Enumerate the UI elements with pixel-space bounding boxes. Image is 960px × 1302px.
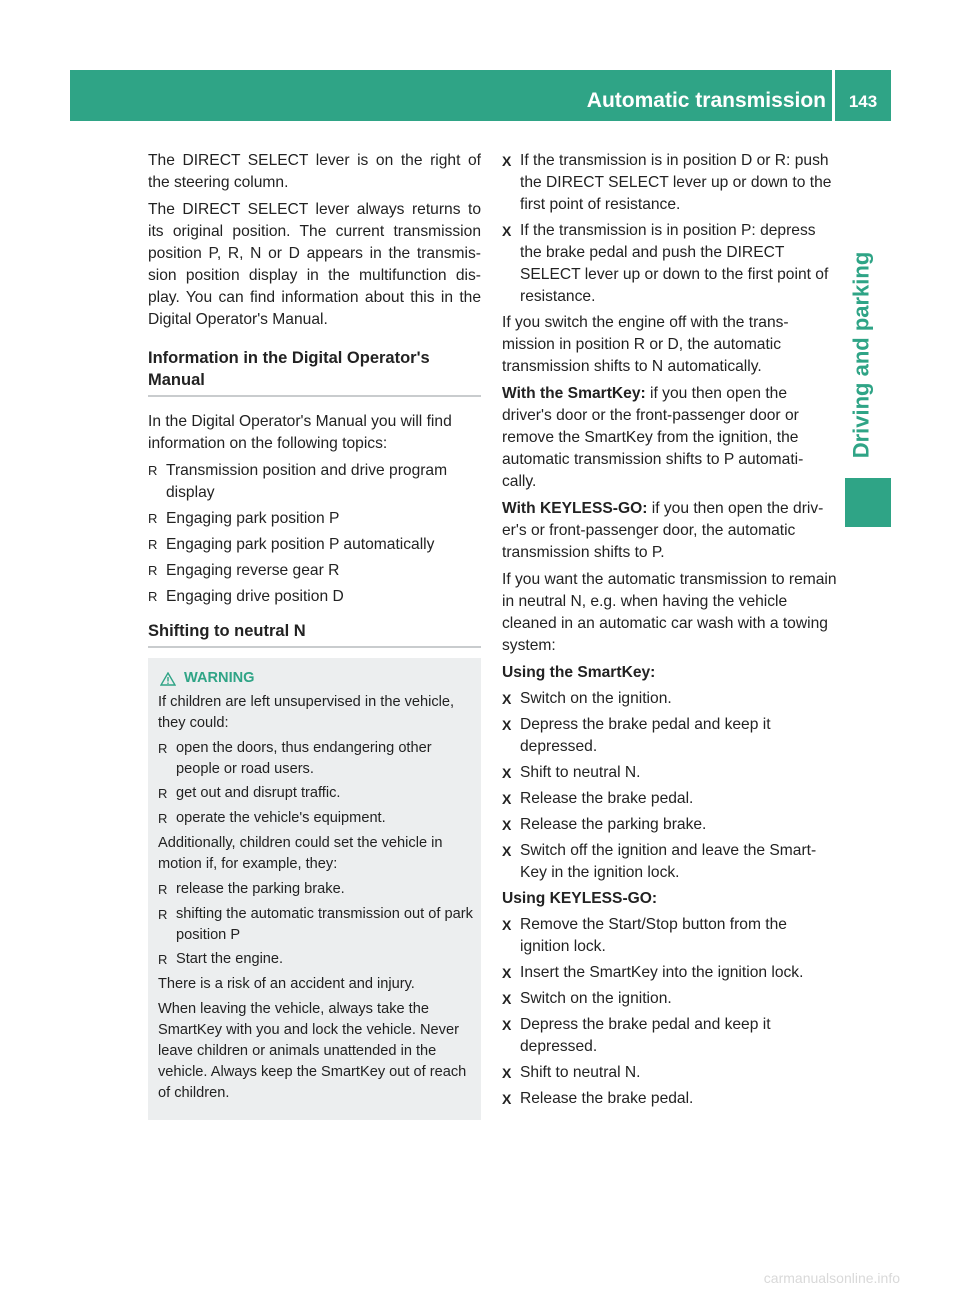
- list-item: R Start the engine.: [158, 951, 284, 967]
- list-item: R get out and disrupt traffic.: [158, 785, 341, 801]
- subheading-smartkey: Using the SmartKey:: [502, 664, 656, 681]
- smartkey-paragraph: With the SmartKey: if you then open the driver's door or the front-passenger door or remove the SmartKey from the ignition, the automatic transmission shifts to P automati-cally.: [502, 385, 804, 490]
- heading-digital-manual: Information in the Digital Operator's Manual: [148, 347, 481, 397]
- topics-intro: In the Digital Operator's Manual you will find information on the following topics:: [148, 413, 452, 452]
- step-item: X Shift to neutral N.: [502, 764, 641, 781]
- watermark: carmanualsonline.info: [763, 1270, 900, 1286]
- step-item: X Insert the SmartKey into the ignition lock.: [502, 964, 804, 981]
- step-item: X Remove the Start/Stop button from the ignition lock.: [502, 916, 787, 955]
- heading-shifting-neutral: Shifting to neutral N: [148, 620, 481, 648]
- warning-closing: When leaving the vehicle, always take the SmartKey with you and lock the vehicle. Never leave children or animals unattended in the vehicle. Always keep the SmartKey out of reach of children.: [158, 1001, 467, 1101]
- lever-paragraph: The DIRECT SELECT lever always returns to its original position. The current transmission position P, R, N or D appears in the transmis-sion position display in the multifunction dis-play. You can find information about this in the Digital Operator's Manual.: [148, 201, 481, 328]
- warning-heading: WARNING: [158, 668, 473, 689]
- step-item: X Switch on the ignition.: [502, 690, 672, 707]
- intro-paragraph: The DIRECT SELECT lever is on the right of the steering column.: [148, 152, 481, 191]
- warning-risk: There is a risk of an accident and injury.: [158, 976, 415, 992]
- right-column: [502, 150, 837, 1114]
- subheading-keyless: Using KEYLESS-GO:: [502, 890, 658, 907]
- list-item: R Engaging park position P: [148, 510, 340, 527]
- step-item: X Depress the brake pedal and keep it depressed.: [502, 716, 771, 755]
- step-item: X Depress the brake pedal and keep it depressed.: [502, 1016, 771, 1055]
- step-item: X Switch on the ignition.: [502, 990, 672, 1007]
- list-item: R Engaging drive position D: [148, 588, 344, 605]
- step-item: X If the transmission is in position P: depress the brake pedal and push the DIRECT SELECT lever up or down to the first point of resistance.: [502, 222, 829, 305]
- left-column: [148, 150, 481, 1120]
- chapter-side-tab: [846, 230, 876, 480]
- chapter-label: Driving and parking: [848, 251, 873, 459]
- step-item: X Release the brake pedal.: [502, 790, 694, 807]
- step-item: X Switch off the ignition and leave the Smart-Key in the ignition lock.: [502, 842, 817, 881]
- list-item: R open the doors, thus endangering other people or road users.: [158, 740, 432, 777]
- section-title: Automatic transmission: [586, 89, 826, 112]
- warning-intro: If children are left unsupervised in the vehicle, they could:: [158, 694, 455, 731]
- list-item: R release the parking brake.: [158, 881, 345, 897]
- keyless-paragraph: With KEYLESS-GO: if you then open the driv-er's or front-passenger door, the automatic transmission shifts to P.: [502, 500, 824, 561]
- page-number: 143: [848, 92, 878, 111]
- step-item: X Shift to neutral N.: [502, 1064, 641, 1081]
- engine-off-paragraph: If you switch the engine off with the trans-mission in position R or D, the automatic transmission shifts to N automatically.: [502, 314, 789, 375]
- warning-triangle-icon: [160, 672, 176, 686]
- list-item: R Transmission position and drive program display: [148, 462, 448, 501]
- list-item: R Engaging reverse gear R: [148, 562, 340, 579]
- neutral-paragraph: If you want the automatic transmission to remain in neutral N, e.g. when having the vehicle cleaned in an automatic car wash with a towing system:: [502, 571, 837, 654]
- list-item: R shifting the automatic transmission out of park position P: [158, 906, 473, 943]
- list-item: R operate the vehicle's equipment.: [158, 810, 386, 826]
- step-item: X Release the brake pedal.: [502, 1090, 694, 1107]
- step-item: X Release the parking brake.: [502, 816, 707, 833]
- step-item: X If the transmission is in position D or R: push the DIRECT SELECT lever up or down to the first point of resistance.: [502, 152, 832, 213]
- warning-mid: Additionally, children could set the vehicle in motion if, for example, they:: [158, 835, 443, 872]
- warning-box: [148, 658, 481, 1120]
- list-item: R Engaging park position P automatically: [148, 536, 435, 553]
- chapter-marker-block: [845, 478, 891, 527]
